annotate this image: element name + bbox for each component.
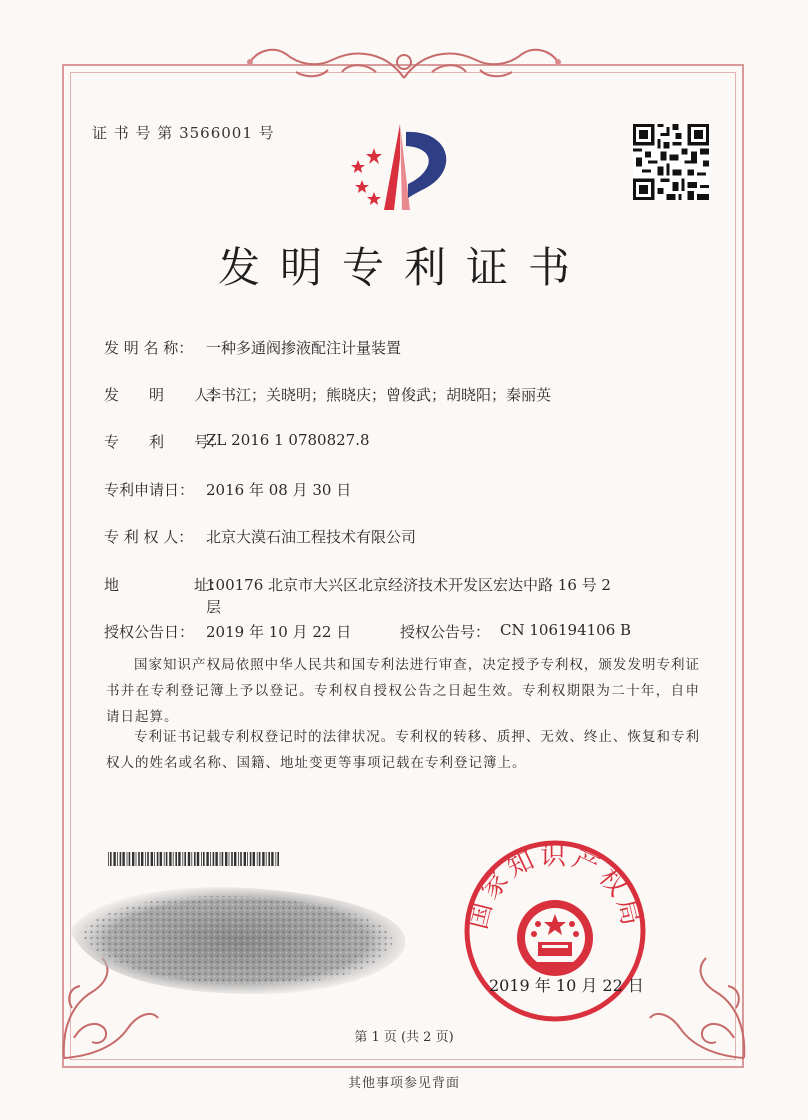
patent-number: ZL 2016 1 0780827.8	[206, 431, 370, 449]
seal-text: 国家知识产权局	[463, 841, 647, 933]
page-number: 第 1 页 (共 2 页)	[354, 1030, 454, 1045]
statement-paragraph-2: 专利证书记载专利权登记时的法律状况。专利权的转移、质押、无效、终止、恢复和专利权人的姓名或名称、国籍、地址变更等事项记载在专利登记簿上。	[106, 729, 700, 771]
hologram-anti-counterfeit-mark	[60, 870, 420, 1000]
certificate-number: 证 书 号 第 3566001 号	[92, 124, 275, 142]
top-ornament	[236, 42, 572, 90]
announcement-date: 2019 年 10 月 22 日	[206, 623, 352, 641]
announcement-date-label: 授权公告日：	[104, 623, 195, 641]
inventor-label: 发 明 人：	[104, 386, 225, 404]
official-seal	[462, 838, 648, 1024]
address-label: 地 址：	[104, 576, 225, 594]
announcement-number-label: 授权公告号：	[400, 623, 491, 641]
seal-date: 2019 年 10 月 22 日	[489, 976, 644, 995]
invention-name: 一种多通阀掺液配注计量装置	[206, 339, 402, 357]
certificate-title: 发明专利证书	[217, 243, 590, 292]
patentee-label: 专 利 权 人：	[104, 528, 194, 546]
barcode	[108, 852, 280, 866]
address-line-1: 100176 北京市大兴区北京经济技术开发区宏达中路 16 号 2	[206, 576, 611, 594]
qr-code	[633, 124, 709, 200]
address-line-2: 层	[206, 598, 222, 616]
patent-number-label: 专 利 号：	[104, 433, 225, 451]
announcement-number: CN 106194106 B	[500, 621, 632, 639]
patentee: 北京大漠石油工程技术有限公司	[206, 528, 417, 546]
patent-office-logo-icon	[340, 118, 465, 218]
statement-paragraph-1: 国家知识产权局依照中华人民共和国专利法进行审查，决定授予专利权，颁发发明专利证书并在专利登记簿上予以登记。专利权自授权公告之日起生效。专利权期限为二十年，自申请日起算。	[106, 657, 700, 725]
inventors: 李书江；关晓明；熊晓庆；曾俊武；胡晓阳；秦丽英	[206, 386, 552, 404]
application-date: 2016 年 08 月 30 日	[206, 481, 352, 499]
back-side-note: 其他事项参见背面	[347, 1076, 460, 1091]
application-date-label: 专利申请日：	[104, 481, 195, 499]
corner-ornament-bottom-right	[646, 948, 756, 1068]
invention-name-label: 发 明 名 称：	[104, 339, 194, 357]
